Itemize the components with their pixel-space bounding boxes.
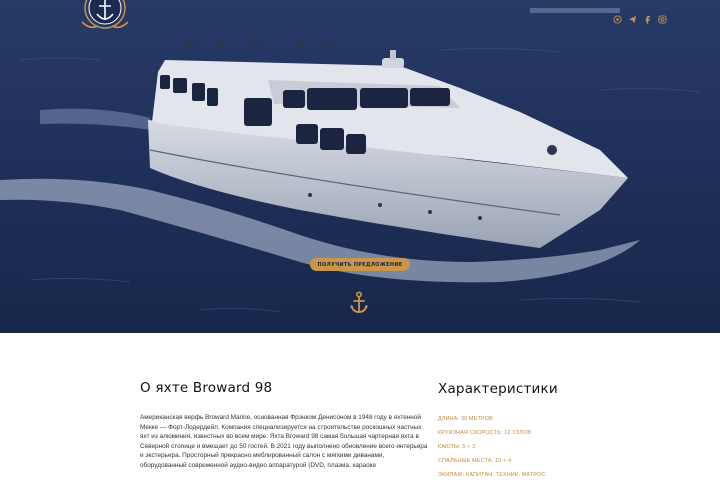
spec-item: КАЮТЫ: 5 + 2 [438, 444, 476, 450]
get-offer-button[interactable]: ПОЛУЧИТЬ ПРЕДЛОЖЕНИЕ [310, 258, 410, 271]
social-links [612, 14, 668, 25]
specs-title: Характеристики [438, 381, 558, 397]
about-text: Американская верфь Broward Marine, основанная Фрэнком Денисоном в 1948 году в яхтенной Мекке — Форт-Лодердейл. Компания специализируется на строительстве роскошных частных яхт из алюминия, известных во всем мире. Яхта Broward 98 самая большая чартерная яхта в Северной столице и вмещает до 50 гостей. В 2021 году выполнено обновление всего интерьера и экстерьера. Просторный прекрасно меблированный салон с мягкими диванами, оборудованный современной аудио-видео аппаратурой (DVD, плазма, караоке [140, 414, 428, 469]
whatsapp-icon[interactable] [612, 14, 623, 25]
spec-item: ДЛИНА: 30 МЕТРОВ [438, 416, 493, 422]
facebook-icon[interactable] [642, 14, 653, 25]
about-title: О яхте Broward 98 [140, 380, 273, 396]
spec-item: ЭКИПАЖ: КАПИТАН, ТЕХНИК, МАТРОС [438, 472, 546, 478]
spec-item: КРУИЗНАЯ СКОРОСТЬ: 12 УЗЛОВ [438, 430, 532, 436]
about-section [140, 380, 430, 471]
anchor-emblem-icon[interactable] [76, 0, 134, 32]
telegram-icon[interactable] [627, 14, 638, 25]
spec-list [438, 415, 638, 480]
spec-item: СПАЛЬНЫЕ МЕСТА: 10 + 4 [438, 458, 512, 464]
anchor-icon[interactable] [349, 291, 369, 315]
instagram-icon[interactable] [657, 14, 668, 25]
specs-section [438, 381, 638, 480]
